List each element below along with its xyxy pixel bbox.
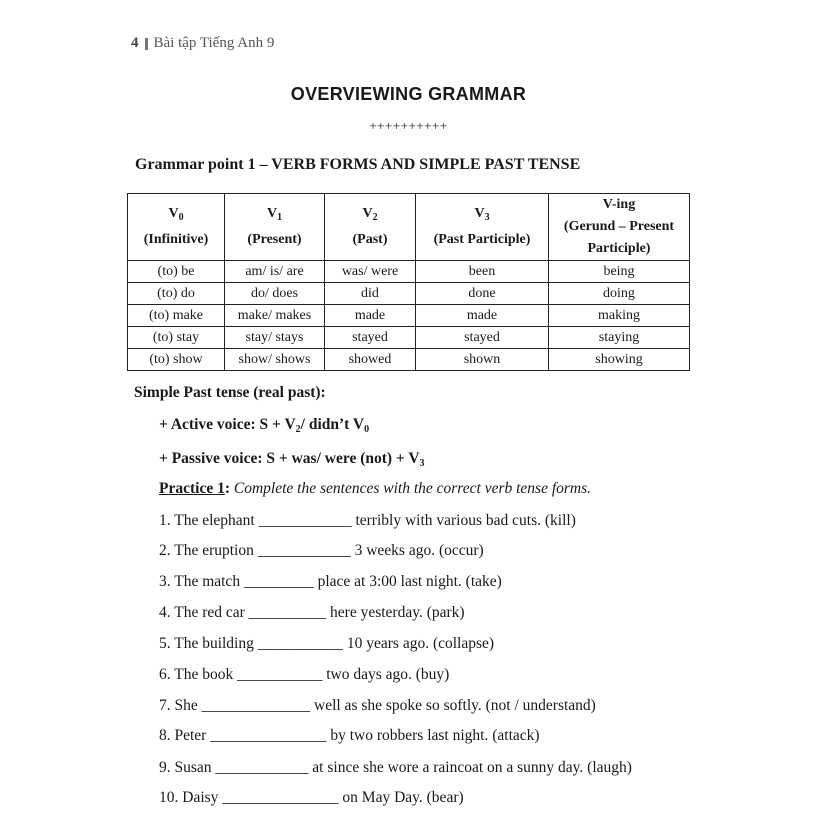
- answer-blank: ___________: [257, 635, 343, 652]
- practice-instruction-text: Complete the sentences with the correct verb tense forms.: [230, 480, 592, 497]
- answer-blank: ______________: [201, 697, 311, 714]
- header-divider: [145, 38, 148, 50]
- active-voice-rule: + Active voice: $S + V_2/$ didn’t $V_0$: [159, 416, 370, 435]
- answer-blank: __________: [248, 604, 327, 621]
- practice-label: Practice 1: [159, 480, 225, 497]
- list-item: 8. Peter _______________ by two robbers last night. (attack): [159, 727, 540, 744]
- answer-blank: ____________: [257, 542, 351, 559]
- section-title: Grammar point 1 – VERB FORMS AND SIMPLE PAST TENSE: [135, 156, 581, 173]
- answer-blank: ____________: [258, 512, 352, 529]
- table-cell: made: [416, 305, 549, 327]
- table-cell: showed: [325, 349, 416, 371]
- list-item: 3. The match _________ place at 3:00 last night. (take): [159, 573, 502, 590]
- table-cell: shown: [416, 349, 549, 371]
- list-item: 7. She ______________ well as she spoke so softly. (not / understand): [159, 697, 596, 714]
- table-cell: stayed: [416, 327, 549, 349]
- table-cell: staying: [549, 327, 690, 349]
- header-v1: $V_1$ (Present): [225, 194, 325, 261]
- answer-blank: _______________: [210, 727, 327, 744]
- answer-blank: _______________: [222, 789, 339, 806]
- answer-blank: ___________: [237, 666, 323, 683]
- list-item: 10. Daisy _______________ on May Day. (bear): [159, 789, 464, 806]
- table-row: [128, 327, 690, 349]
- list-item: 1. The elephant ____________ terribly with various bad cuts. (kill): [159, 512, 576, 529]
- table-cell: (to) be: [128, 261, 225, 283]
- table-row: [128, 349, 690, 371]
- practice-instruction: Practice 1: Complete the sentences with the correct verb tense forms.: [159, 480, 592, 497]
- table-cell: make/ makes: [225, 305, 325, 327]
- header-ving: V-ing (Gerund – Present Participle): [549, 194, 690, 261]
- verb-forms-table: [127, 193, 690, 371]
- separator: ++++++++++: [369, 118, 448, 133]
- table-row: [128, 305, 690, 327]
- table-cell: done: [416, 283, 549, 305]
- table-cell: was/ were: [325, 261, 416, 283]
- table-cell: being: [549, 261, 690, 283]
- header-v3: $V_3$ (Past Participle): [416, 194, 549, 261]
- list-item: 5. The building ___________ 10 years ago. (collapse): [159, 635, 495, 652]
- table-cell: did: [325, 283, 416, 305]
- table-cell: (to) show: [128, 349, 225, 371]
- answer-blank: _________: [243, 573, 314, 590]
- table-cell: (to) do: [128, 283, 225, 305]
- table-cell: been: [416, 261, 549, 283]
- answer-blank: ____________: [215, 759, 309, 776]
- table-cell: do/ does: [225, 283, 325, 305]
- table-cell: making: [549, 305, 690, 327]
- list-item: 6. The book ___________ two days ago. (buy): [159, 666, 450, 683]
- table-cell: showing: [549, 349, 690, 371]
- list-item: 2. The eruption ____________ 3 weeks ago. (occur): [159, 542, 484, 559]
- table-row: [128, 261, 690, 283]
- table-row: [128, 283, 690, 305]
- page-title: OVERVIEWING GRAMMAR: [290, 84, 527, 104]
- table-cell: (to) stay: [128, 327, 225, 349]
- table-cell: am/ is/ are: [225, 261, 325, 283]
- list-item: 9. Susan ____________ at since she wore a raincoat on a sunny day. (laugh): [159, 759, 632, 776]
- page-header: [131, 35, 274, 52]
- header-v0: $V_0$ (Infinitive): [128, 194, 225, 261]
- table-cell: stayed: [325, 327, 416, 349]
- table-cell: stay/ stays: [225, 327, 325, 349]
- book-title: Bài tập Tiếng Anh 9: [153, 35, 275, 51]
- simple-past-heading: Simple Past tense (real past):: [134, 384, 326, 401]
- table-cell: made: [325, 305, 416, 327]
- passive-voice-rule: + Passive voice: S + was/ were $(not) + V_3$: [159, 450, 425, 469]
- page-number: 4: [131, 35, 139, 51]
- table-cell: show/ shows: [225, 349, 325, 371]
- table-cell: doing: [549, 283, 690, 305]
- list-item: 4. The red car __________ here yesterday. (park): [159, 604, 465, 621]
- header-v2: $V_2$ (Past): [325, 194, 416, 261]
- table-header-row: [128, 194, 690, 261]
- table-cell: (to) make: [128, 305, 225, 327]
